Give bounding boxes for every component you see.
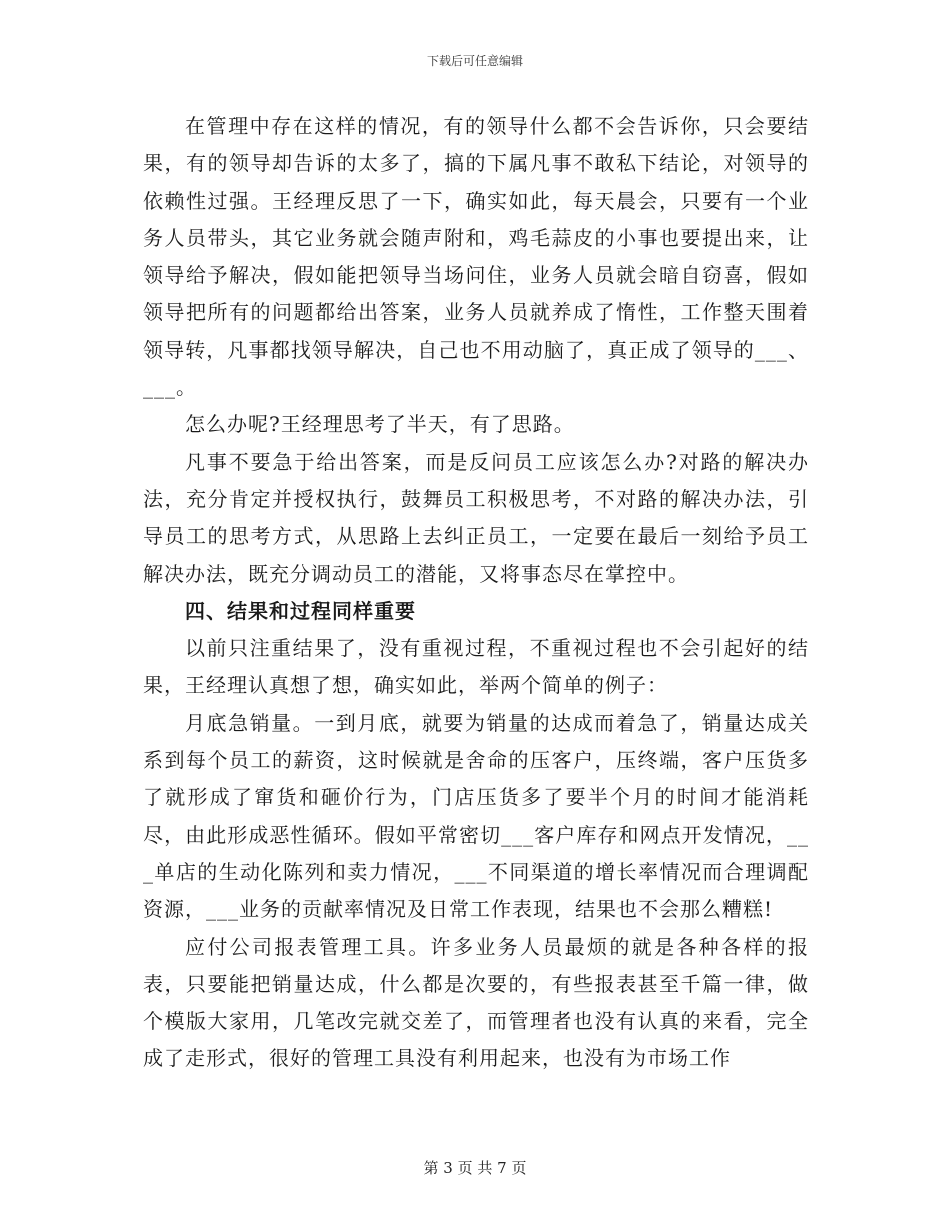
paragraph-5: 月底急销量。一到月底，就要为销量的达成而着急了，销量达成关系到每个员工的薪资，这时候就是舍命的压客户，压终端，客户压货多了就形成了窜货和砸价行为，门店压货多了要半个月的时间才能消耗尽，由此形成恶性循环。假如平常密切___客户库存和网点开发情况，___单店的生动化陈列和卖力情况，___不同渠道的增长率情况而合理调配资源，___业务的贡献率情况及日常工作表现，结果也不会那么糟糕!: [143, 710, 809, 922]
paragraph-6: 应付公司报表管理工具。许多业务人员最烦的就是各种各样的报表，只要能把销量达成，什么都是次要的，有些报表甚至千篇一律，做个模版大家用，几笔改完就交差了，而管理者也没有认真的来看，完全成了走形式，很好的管理工具没有利用起来，也没有为市场工作: [143, 934, 809, 1071]
document-body: [143, 108, 809, 1078]
paragraph-4: 以前只注重结果了，没有重视过程，不重视过程也不会引起好的结果，王经理认真想了想，确实如此，举两个简单的例子：: [143, 636, 809, 698]
section-heading-4: 四、结果和过程同样重要: [185, 598, 416, 623]
paragraph-2: 怎么办呢?王经理思考了半天，有了思路。: [185, 412, 575, 437]
paragraph-1: 在管理中存在这样的情况，有的领导什么都不会告诉你，只会要结果，有的领导却告诉的太多了，搞的下属凡事不敢私下结论，对领导的依赖性过强。王经理反思了一下，确实如此，每天晨会，只要有一个业务人员带头，其它业务就会随声附和，鸡毛蒜皮的小事也要提出来，让领导给予解决，假如能把领导当场问住，业务人员就会暗自窃喜，假如领导把所有的问题都给出答案，业务人员就养成了惰性，工作整天围着领导转，凡事都找领导解决，自己也不用动脑了，真正成了领导的___、___。: [143, 114, 809, 400]
page-header: 下载后可任意编辑: [426, 54, 523, 68]
page-number-footer: 第 3 页 共 7 页: [423, 1159, 527, 1177]
paragraph-3: 凡事不要急于给出答案，而是反问员工应该怎么办?对路的解决办法，充分肯定并授权执行，鼓舞员工积极思考，不对路的解决办法，引导员工的思考方式，从思路上去纠正员工，一定要在最后一刻给予员工解决办法，既充分调动员工的潜能，又将事态尽在掌控中。: [143, 449, 809, 586]
